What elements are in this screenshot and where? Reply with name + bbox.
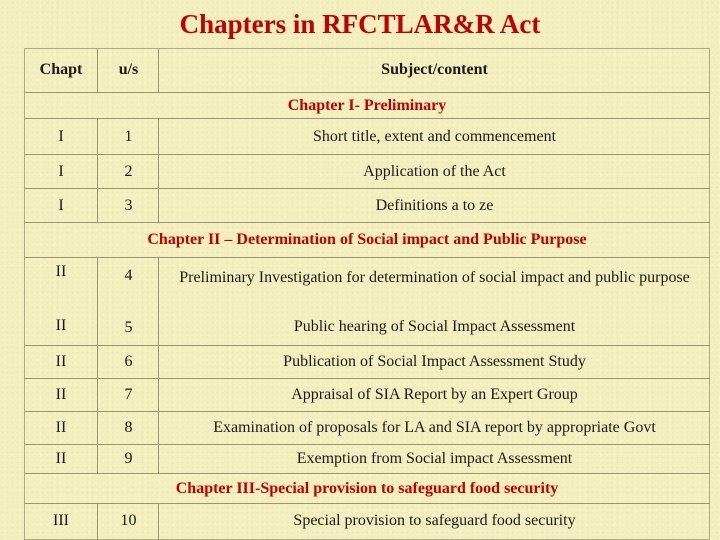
table-cell-chapter: II (55, 419, 67, 436)
table-cell-section: 8 (124, 419, 133, 436)
table-cell-subject: Exemption from Social impact Assessment (296, 450, 573, 467)
page-title: Chapters in RFCTLAR&R Act (179, 9, 541, 39)
table-cell-chapter: II (55, 317, 67, 334)
table-cell-chapter: I (58, 127, 64, 145)
table-cell-subject: Application of the Act (363, 162, 506, 180)
table-cell-section: 6 (124, 353, 133, 370)
table-cell-subject: Definitions a to ze (375, 196, 494, 214)
table-cell-chapter: II (55, 353, 67, 370)
table-cell-section: 10 (120, 512, 137, 529)
table-cell-chapter: II (55, 386, 67, 403)
table-cell-subject: Short title, extent and commencement (312, 127, 557, 145)
table-cell-section: 1 (124, 127, 133, 145)
section-heading-chapter-1: Chapter I- Preliminary (287, 96, 447, 114)
table-cell-section: 7 (124, 386, 133, 403)
section-heading-chapter-2: Chapter II – Determination of Social impact and Public Purpose (147, 231, 587, 248)
table-cell-chapter: I (58, 196, 64, 214)
section-heading-chapter-3: Chapter III-Special provision to safeguard food security (175, 479, 559, 497)
table-cell-section: 5 (124, 319, 133, 336)
column-header-chapter: Chapt (39, 61, 83, 78)
column-header-subject: Subject/content (381, 61, 488, 78)
table-cell-chapter: III (53, 512, 69, 529)
table-cell-chapter: II (55, 450, 67, 467)
table-cell-subject: Examination of proposals for LA and SIA report by appropriate Govt (213, 419, 656, 436)
table-cell-subject: Public hearing of Social Impact Assessment (293, 318, 576, 335)
column-header-section: u/s (118, 61, 139, 78)
table-cell-subject: Appraisal of SIA Report by an Expert Group (291, 386, 578, 403)
table-cell-section: 2 (124, 162, 133, 180)
table-cell-chapter: II (55, 263, 67, 280)
table-cell-chapter: I (58, 162, 64, 180)
table-cell-subject: Preliminary Investigation for determination of social impact and public purpose (179, 269, 690, 286)
table-cell-section: 3 (124, 196, 133, 214)
table-cell-subject: Publication of Social Impact Assessment Study (283, 353, 586, 370)
table-cell-subject: Special provision to safeguard food security (293, 512, 576, 529)
table-cell-section: 4 (124, 267, 133, 284)
table-cell-section: 9 (124, 450, 133, 467)
